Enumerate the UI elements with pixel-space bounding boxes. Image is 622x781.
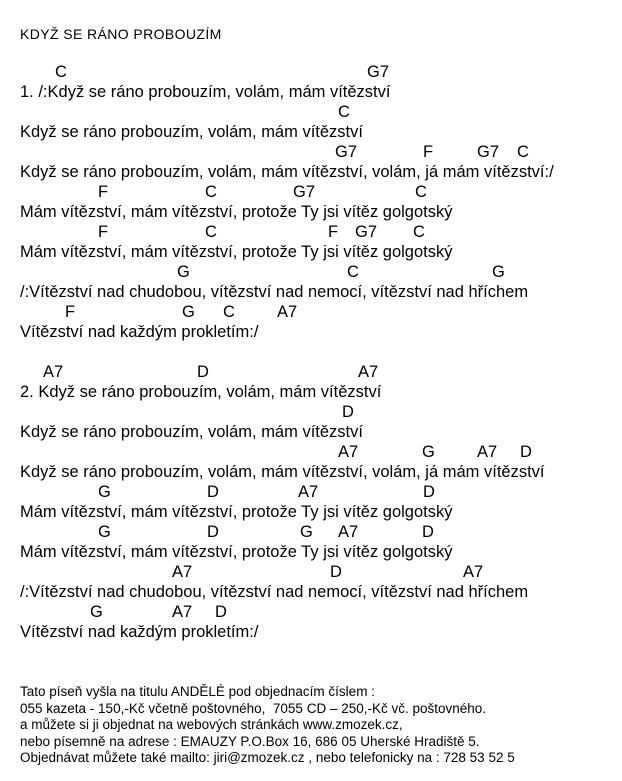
chord-label: C — [347, 263, 359, 281]
chord-line — [0, 262, 622, 282]
chord-label: F — [98, 223, 109, 241]
chord-label: G — [177, 263, 190, 281]
chord-label: G — [492, 263, 505, 281]
verse-2 — [0, 362, 622, 642]
chord-label: C — [223, 303, 235, 321]
chord-label: G7 — [293, 183, 316, 201]
chord-label: G — [98, 483, 111, 501]
chord-line — [0, 62, 622, 82]
lyric-line: Vítězství nad každým prokletím:/ — [20, 623, 259, 641]
chord-label: D — [207, 483, 219, 501]
chord-label: D — [207, 523, 219, 541]
chord-line — [0, 482, 622, 502]
chord-line — [0, 602, 622, 622]
chord-line — [0, 142, 622, 162]
chord-line — [0, 442, 622, 462]
chord-line — [0, 302, 622, 322]
chord-label: A7 — [338, 523, 359, 541]
chord-label: D — [422, 523, 434, 541]
lyric-line: Když se ráno probouzím, volám, mám vítězství, volám, já mám vítězství — [20, 463, 545, 481]
footer-line: 055 kazeta - 150,-Kč včetně poštovného, 7055 CD – 250,-Kč vč. poštovného. — [20, 700, 487, 716]
chord-label: G7 — [367, 63, 390, 81]
chord-label: D — [330, 563, 342, 581]
chord-label: A7 — [477, 443, 498, 461]
chord-line — [0, 362, 622, 382]
chord-label: G — [300, 523, 313, 541]
chord-label: A7 — [338, 443, 359, 461]
chord-label: D — [423, 483, 435, 501]
chord-label: A7 — [172, 563, 193, 581]
footer-info — [0, 684, 622, 767]
footer-line: Objednávat můžete také mailto: jiri@zmozek.cz , nebo telefonicky na : 728 53 52 5 — [20, 750, 515, 765]
lyric-line: Mám vítězství, mám vítězství, protože Ty jsi vítěz golgotský — [20, 243, 453, 261]
chord-line — [0, 222, 622, 242]
chord-label: A7 — [463, 563, 484, 581]
song-title: KDYŽ SE RÁNO PROBOUZÍM — [20, 26, 222, 42]
verse-1 — [0, 62, 622, 342]
chord-label: C — [205, 183, 217, 201]
chord-label: C — [413, 223, 425, 241]
lyric-line: /:Vítězství nad chudobou, vítězství nad nemocí, vítězství nad hříchem — [20, 283, 529, 301]
lyric-line: /:Vítězství nad chudobou, vítězství nad nemocí, vítězství nad hříchem — [20, 583, 529, 601]
chord-label: G7 — [355, 223, 378, 241]
chord-label: G — [422, 443, 435, 461]
lyric-line: 2. Když se ráno probouzím, volám, mám vítězství — [20, 383, 382, 401]
lyric-line: Mám vítězství, mám vítězství, protože Ty jsi vítěz golgotský — [20, 203, 453, 221]
chord-line — [0, 182, 622, 202]
lyric-line: 1. /:Když se ráno probouzím, volám, mám vítězství — [20, 83, 391, 101]
chord-label: A7 — [43, 363, 64, 381]
lyric-line: Mám vítězství, mám vítězství, protože Ty jsi vítěz golgotský — [20, 503, 453, 521]
chord-label: G7 — [477, 143, 500, 161]
chord-label: A7 — [277, 303, 298, 321]
chord-label: G — [182, 303, 195, 321]
chord-label: A7 — [358, 363, 379, 381]
chord-label: F — [328, 223, 339, 241]
chord-label: A7 — [298, 483, 319, 501]
chord-label: F — [65, 303, 76, 321]
chord-label: G — [98, 523, 111, 541]
chord-label: C — [55, 63, 67, 81]
chord-label: D — [197, 363, 209, 381]
chord-label: A7 — [172, 603, 193, 621]
lyric-line: Když se ráno probouzím, volám, mám vítězství — [20, 123, 363, 141]
chord-label: C — [517, 143, 529, 161]
chord-label: G7 — [335, 143, 358, 161]
lyric-line: Když se ráno probouzím, volám, mám vítězství, volám, já mám vítězství:/ — [20, 163, 554, 181]
chord-line — [0, 522, 622, 542]
chord-line — [0, 102, 622, 122]
lyric-line: Vítězství nad každým prokletím:/ — [20, 323, 259, 341]
chord-label: D — [342, 403, 354, 421]
chord-line — [0, 562, 622, 582]
footer-line: nebo písemně na adrese : EMAUZY P.O.Box 16, 686 05 Uherské Hradiště 5. — [20, 733, 480, 749]
chord-label: D — [215, 603, 227, 621]
lyric-line: Mám vítězství, mám vítězství, protože Ty jsi vítěz golgotský — [20, 543, 453, 561]
footer-line: Tato píseň vyšla na titulu ANDĚLÉ pod objednacím číslem : — [20, 684, 375, 699]
chord-label: C — [415, 183, 427, 201]
chord-label: F — [423, 143, 434, 161]
chord-label: C — [338, 103, 350, 121]
lyric-line: Když se ráno probouzím, volám, mám vítězství — [20, 423, 363, 441]
chord-label: C — [205, 223, 217, 241]
chord-label: G — [90, 603, 103, 621]
chord-line — [0, 402, 622, 422]
chord-label: F — [98, 183, 109, 201]
chord-label: D — [520, 443, 532, 461]
footer-line: a můžete si ji objednat na webových stránkách www.zmozek.cz, — [20, 717, 403, 732]
